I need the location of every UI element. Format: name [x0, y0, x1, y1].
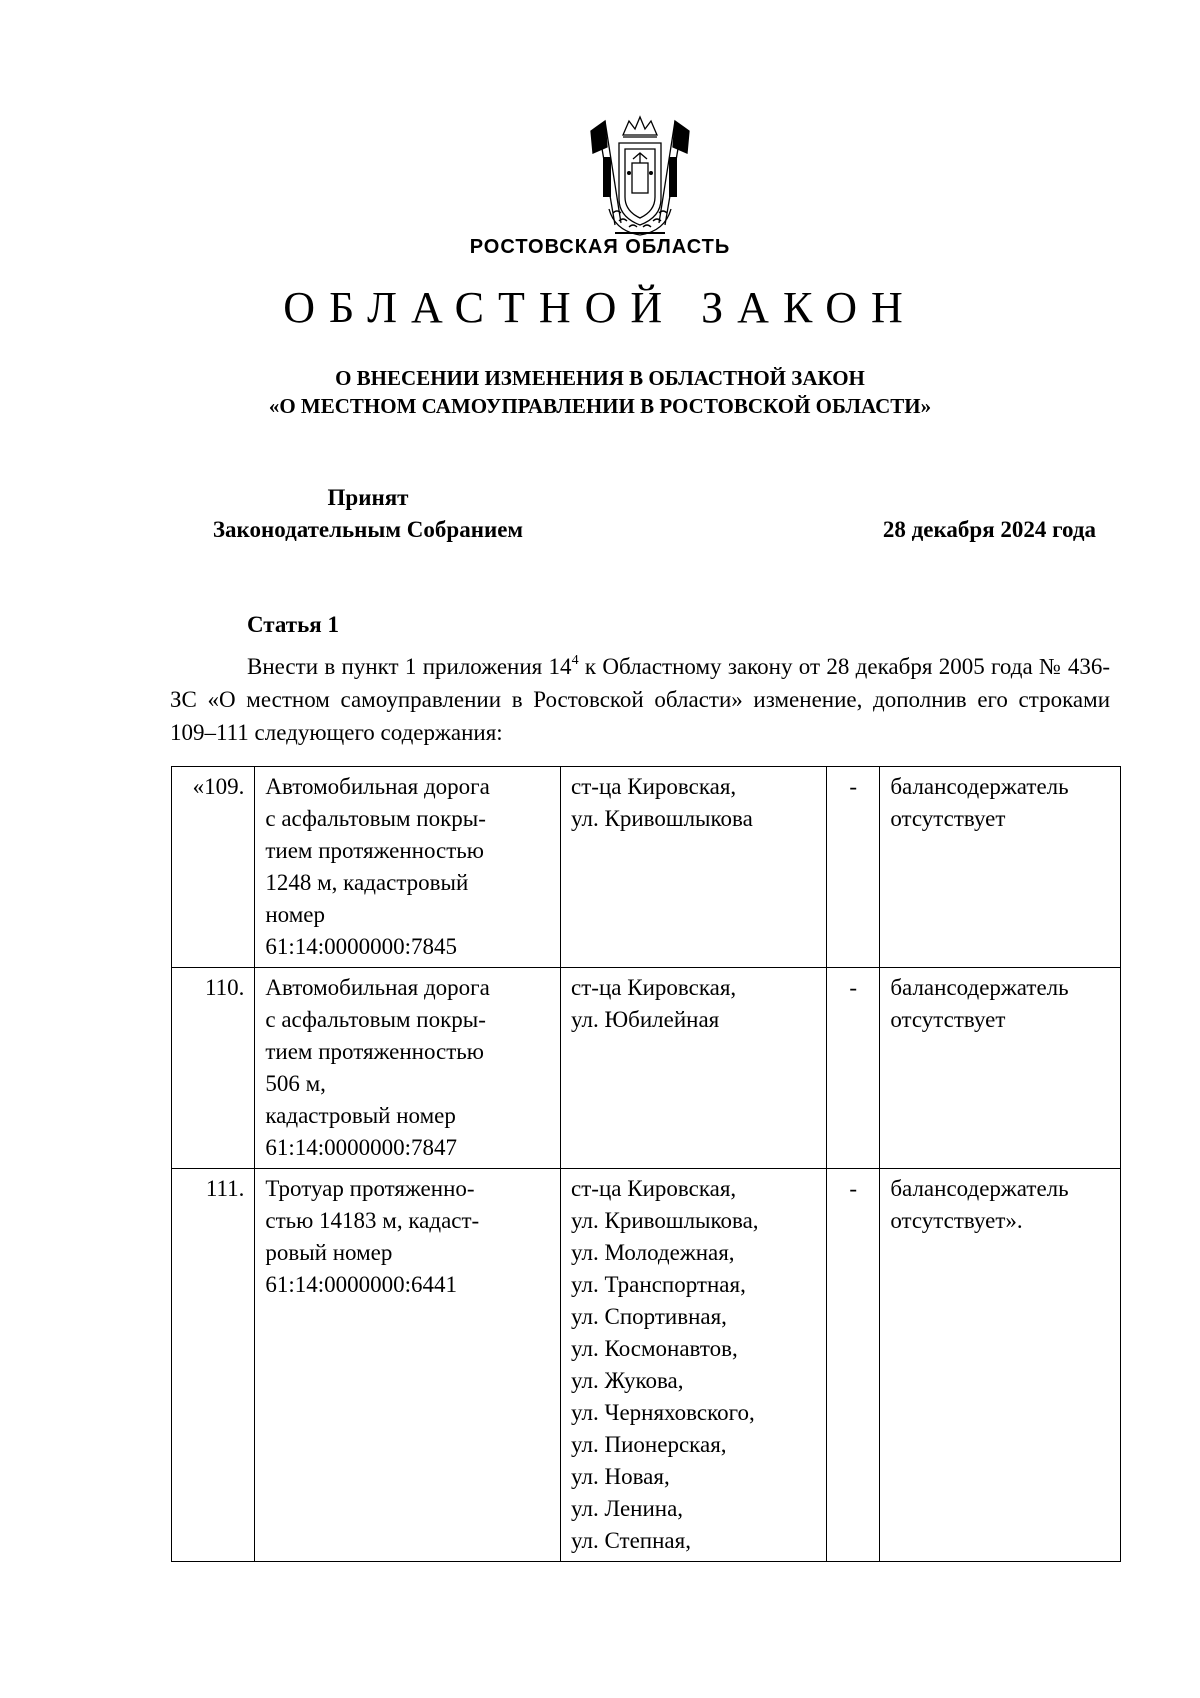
- object-address-line: ул. Новая,: [571, 1464, 670, 1489]
- balance-holder-line: балансодержатель: [890, 774, 1069, 799]
- object-name-cell: [255, 968, 561, 1169]
- object-address-cell: [561, 968, 827, 1169]
- object-name-line: 61:14:0000000:7845: [265, 934, 458, 959]
- objects-table: [171, 766, 1121, 1562]
- coat-of-arms-emblem: [585, 113, 695, 241]
- object-name-cell: [255, 767, 561, 968]
- object-address-line: ул. Космонавтов,: [571, 1336, 738, 1361]
- dash-cell: -: [827, 968, 880, 1169]
- object-address-cell: [561, 1169, 827, 1562]
- balance-holder-line: отсутствует».: [890, 1208, 1023, 1233]
- object-name-line: с асфальтовым покры-: [265, 806, 486, 831]
- object-address-line: ул. Пионерская,: [571, 1432, 727, 1457]
- adoption-label: [168, 482, 568, 546]
- article-text-part-2: к Областному закону от 28 декабря 2005 года № 436-ЗС «О местном самоуправлении в Ростовской области» изменение, дополнив его строками 109–111 следующего содержания:: [170, 654, 1110, 745]
- row-number-cell: 110.: [172, 968, 255, 1169]
- object-address-line: ул. Транспортная,: [571, 1272, 746, 1297]
- object-address-line: ул. Юбилейная: [571, 1007, 720, 1032]
- law-title-line-2: «О МЕСТНОМ САМОУПРАВЛЕНИИ В РОСТОВСКОЙ ОБЛАСТИ»: [268, 394, 932, 418]
- balance-holder-cell: [880, 968, 1121, 1169]
- adoption-date: 28 декабря 2024 года: [882, 517, 1096, 542]
- table-row: [172, 1169, 1121, 1562]
- object-name-line: 61:14:0000000:6441: [265, 1272, 458, 1297]
- article-heading: Статья 1: [247, 612, 339, 637]
- law-title: [0, 364, 1200, 420]
- object-name-line: с асфальтовым покры-: [265, 1007, 486, 1032]
- dash-cell: -: [827, 767, 880, 968]
- object-address-line: ул. Кривошлыкова: [571, 806, 753, 831]
- object-address-line: ст-ца Кировская,: [571, 1176, 737, 1201]
- law-title-line-1: О ВНЕСЕНИИ ИЗМЕНЕНИЯ В ОБЛАСТНОЙ ЗАКОН: [335, 366, 865, 390]
- region-name: РОСТОВСКАЯ ОБЛАСТЬ: [469, 236, 731, 258]
- table-row: [172, 968, 1121, 1169]
- balance-holder-cell: [880, 1169, 1121, 1562]
- balance-holder-line: отсутствует: [890, 1007, 1006, 1032]
- object-address-line: ул. Черняховского,: [571, 1400, 755, 1425]
- law-type-heading: ОБЛАСТНОЙ ЗАКОН: [283, 283, 917, 332]
- dash-cell: -: [827, 1169, 880, 1562]
- object-address-line: ст-ца Кировская,: [571, 774, 737, 799]
- balance-holder-line: балансодержатель: [890, 1176, 1069, 1201]
- adoption-label-line-2: Законодательным Собранием: [212, 517, 524, 542]
- object-name-line: 506 м,: [265, 1071, 326, 1096]
- object-name-line: Автомобильная дорога: [265, 774, 490, 799]
- balance-holder-line: отсутствует: [890, 806, 1006, 831]
- object-address-line: ул. Степная,: [571, 1528, 691, 1553]
- object-name-line: номер: [265, 902, 325, 927]
- object-address-line: ул. Кривошлыкова,: [571, 1208, 759, 1233]
- object-name-line: ровый номер: [265, 1240, 393, 1265]
- object-address-line: ул. Ленина,: [571, 1496, 684, 1521]
- object-name-line: тием протяженностью: [265, 838, 484, 863]
- row-number-cell: «109.: [172, 767, 255, 968]
- object-name-line: кадастровый номер: [265, 1103, 456, 1128]
- article-superscript: 4: [571, 653, 579, 668]
- object-name-line: 1248 м, кадастровый: [265, 870, 469, 895]
- object-address-line: ул. Жукова,: [571, 1368, 684, 1393]
- balance-holder-cell: [880, 767, 1121, 968]
- balance-holder-line: балансодержатель: [890, 975, 1069, 1000]
- objects-table-body: [172, 767, 1121, 1562]
- object-name-line: Тротуар протяженно-: [265, 1176, 475, 1201]
- object-address-line: ул. Молодежная,: [571, 1240, 735, 1265]
- object-name-line: тием протяженностью: [265, 1039, 484, 1064]
- object-name-line: 61:14:0000000:7847: [265, 1135, 458, 1160]
- object-address-line: ул. Спортивная,: [571, 1304, 727, 1329]
- row-number-cell: 111.: [172, 1169, 255, 1562]
- adoption-label-line-1: Принят: [327, 485, 409, 510]
- article-text-part-1: Внести в пункт 1 приложения 14: [247, 654, 572, 679]
- object-name-cell: [255, 1169, 561, 1562]
- table-row: [172, 767, 1121, 968]
- object-address-line: ст-ца Кировская,: [571, 975, 737, 1000]
- object-name-line: Автомобильная дорога: [265, 975, 490, 1000]
- object-address-cell: [561, 767, 827, 968]
- object-name-line: стью 14183 м, кадаст-: [265, 1208, 480, 1233]
- article-text: [170, 650, 1110, 749]
